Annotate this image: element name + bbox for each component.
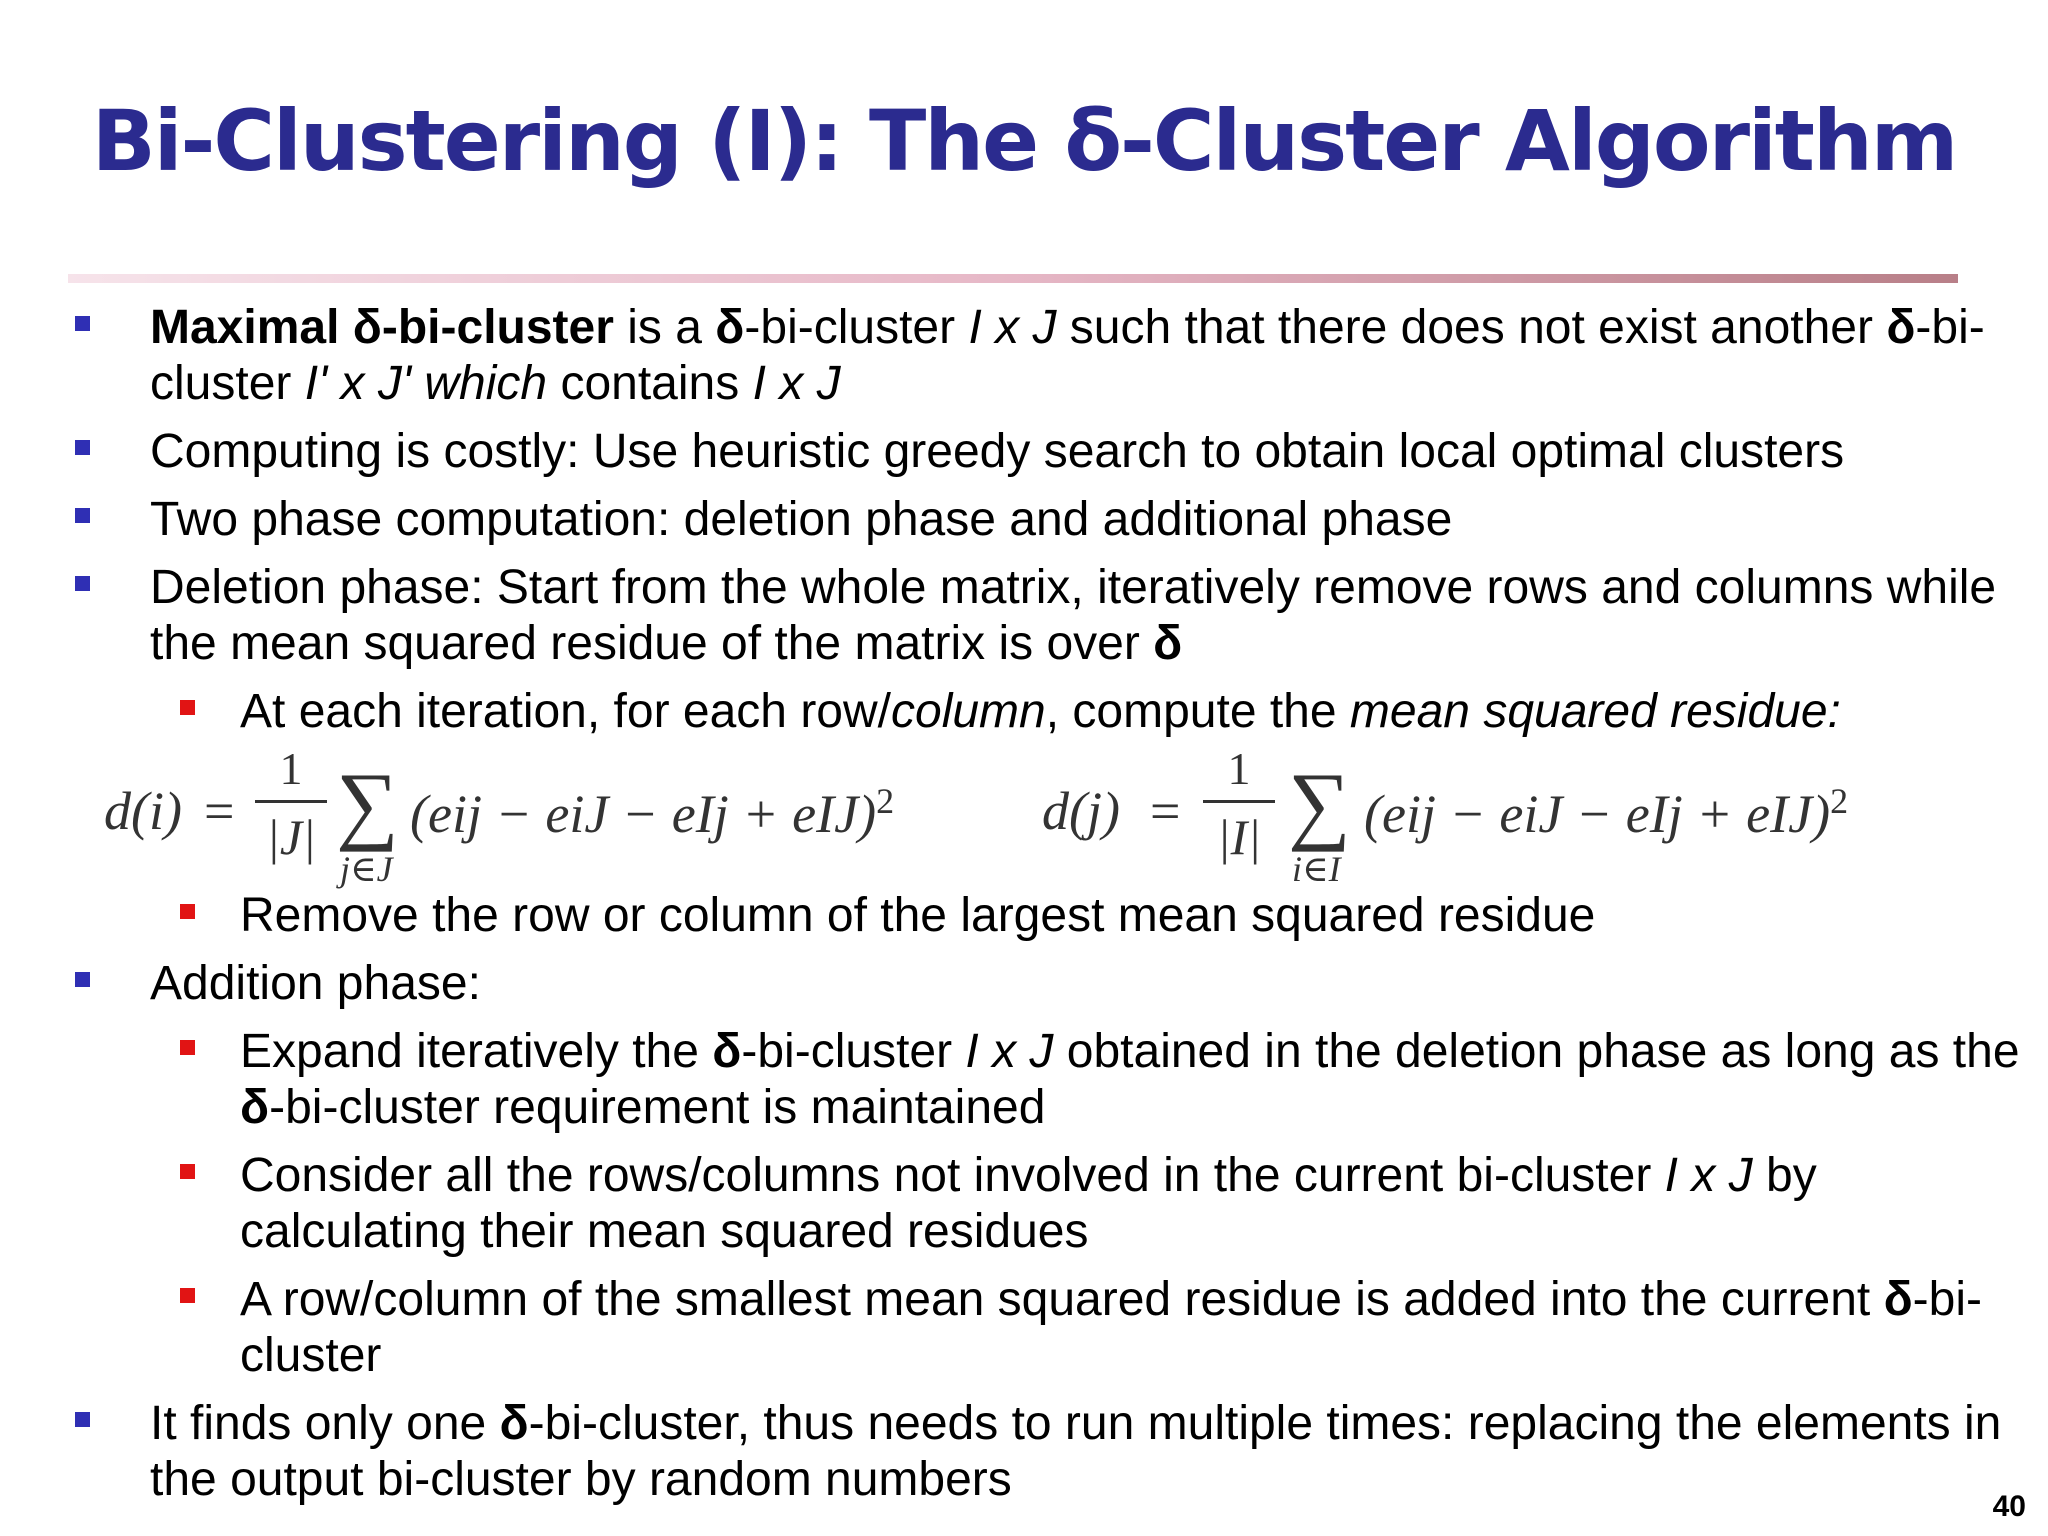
formula-denominator: |I|	[1216, 809, 1262, 865]
bullet-item	[150, 424, 2010, 480]
formula-exponent: 2	[876, 781, 895, 821]
bullet-icon	[75, 316, 90, 331]
text-run: δ	[1886, 301, 1916, 354]
text-run: At each iteration, for each row/	[240, 685, 891, 738]
bullet-icon	[180, 700, 195, 715]
formula-denominator: |J|	[266, 809, 316, 865]
text-run: Consider all the rows/columns not involved in the current bi-cluster	[240, 1149, 1665, 1202]
bullet-item	[150, 1396, 2010, 1508]
text-run: Maximal δ-bi-cluster	[150, 301, 614, 354]
text-run: I x J	[968, 301, 1057, 354]
bullet-icon	[180, 1288, 195, 1303]
formula-subscript: i∈I	[1292, 849, 1341, 889]
text-run: δ	[715, 301, 745, 354]
formula-row-residue	[104, 742, 964, 892]
text-run: , compute the	[1045, 685, 1350, 738]
bullet-item	[150, 492, 2010, 548]
text-run: Computing is costly: Use heuristic greedy search to obtain local optimal clusters	[150, 425, 1845, 478]
bullet-icon	[75, 576, 90, 591]
bullet-item	[240, 1272, 2025, 1384]
bullet-item	[150, 956, 2010, 1012]
bullet-icon	[75, 1412, 90, 1427]
sigma-icon: ∑	[336, 756, 399, 853]
text-run: I x J	[752, 357, 841, 410]
slide-title: Bi-Clustering (I): The δ-Cluster Algorithm	[91, 92, 1957, 190]
formula-subscript: j∈J	[340, 849, 393, 889]
text-run: contains	[547, 357, 753, 410]
bullet-icon	[75, 440, 90, 455]
text-run: It finds only one	[150, 1397, 500, 1450]
text-run: -bi-cluster	[744, 301, 969, 354]
formula-numerator: 1	[279, 743, 303, 794]
text-run: δ	[240, 1081, 270, 1134]
text-run: I x J	[965, 1025, 1054, 1078]
bullet-icon	[180, 1164, 195, 1179]
text-run: -bi-cluster, thus needs to run multiple times: replacing the elements in the output bi-cluster by random numbers	[150, 1397, 2002, 1506]
text-run: A row/column of the smallest mean squared residue is added into the current	[240, 1273, 1884, 1326]
bullet-item	[240, 1148, 2025, 1260]
text-run: δ	[712, 1025, 742, 1078]
text-run: Remove the row or column of the largest mean squared residue	[240, 889, 1596, 942]
text-run: δ	[1883, 1273, 1913, 1326]
bullet-icon	[75, 508, 90, 523]
page-number: 40	[1992, 1490, 2026, 1523]
text-run: Deletion phase: Start from the whole matrix, iteratively remove rows and columns while the mean squared residue of the matrix is over	[150, 561, 1997, 670]
text-run: -bi-cluster requirement is maintained	[269, 1081, 1046, 1134]
formula-exponent: 2	[1830, 781, 1849, 821]
formula-equals: =	[1150, 781, 1181, 841]
text-run: Addition phase:	[150, 957, 481, 1010]
text-run: I' x J' which	[304, 357, 548, 410]
bullet-icon	[180, 904, 195, 919]
formula-lhs: d(j)	[1042, 781, 1120, 841]
formula-body-text: (eij − eiJ − eIj + eIJ)	[1364, 784, 1831, 844]
text-run: -bi-cluster	[741, 1025, 966, 1078]
fraction-bar	[1203, 800, 1275, 803]
text-run: δ	[1153, 617, 1183, 670]
text-run: is a	[613, 301, 716, 354]
text-run: mean squared residue:	[1349, 685, 1841, 738]
bullet-icon	[75, 972, 90, 987]
text-run: column	[891, 685, 1046, 738]
text-run: -bi-cluster	[150, 301, 1985, 410]
formula-numerator: 1	[1227, 743, 1251, 794]
formula-equals: =	[204, 781, 235, 841]
bullet-item	[240, 888, 2025, 944]
fraction-bar	[255, 800, 327, 803]
formula-body	[410, 780, 894, 845]
formula-lhs: d(i)	[104, 781, 182, 841]
formula-body	[1364, 780, 1848, 845]
formula-body-text: (eij − eiJ − eIj + eIJ)	[410, 784, 877, 844]
formula-col-residue	[1042, 742, 1942, 892]
sigma-icon: ∑	[1288, 756, 1351, 853]
text-run: -bi-cluster	[240, 1273, 1982, 1382]
bullet-item	[240, 684, 2025, 740]
bullet-item	[150, 300, 2010, 412]
text-run: Two phase computation: deletion phase and additional phase	[150, 493, 1453, 546]
bullet-item	[240, 1024, 2025, 1136]
bullet-icon	[180, 1040, 195, 1055]
text-run: obtained in the deletion phase as long as the	[1053, 1025, 2020, 1078]
text-run: Expand iteratively the	[240, 1025, 713, 1078]
text-run: such that there does not exist another	[1056, 301, 1887, 354]
text-run: I x J	[1664, 1149, 1753, 1202]
bullet-item	[150, 560, 2010, 672]
text-run: δ	[499, 1397, 529, 1450]
text-run: by calculating their mean squared residues	[240, 1149, 1817, 1258]
